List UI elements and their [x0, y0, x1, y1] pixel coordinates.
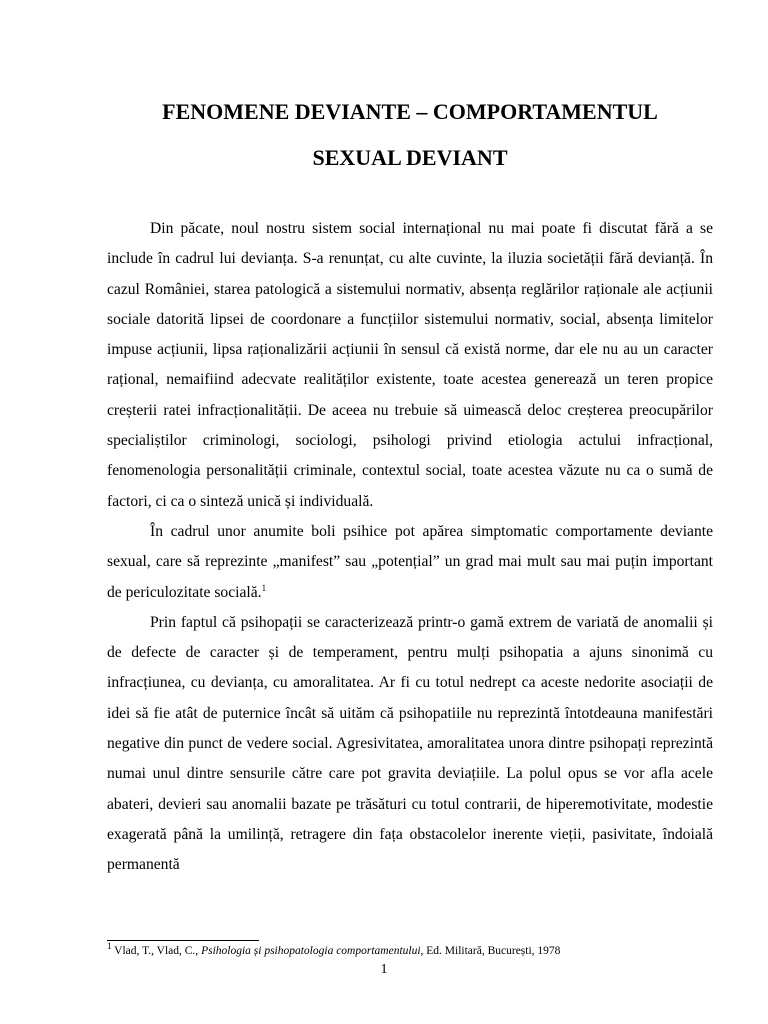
footnote-reference[interactable]: 1 [261, 582, 267, 593]
page-number: 1 [380, 962, 388, 977]
paragraph-3 [107, 608, 713, 881]
paragraph-1 [107, 214, 713, 517]
footnote-book-title: Psihologia și psihopatologia comportamentului [201, 945, 421, 957]
footnote [107, 941, 713, 958]
title-line-2: SEXUAL DEVIANT [312, 144, 508, 170]
paragraph-2 [107, 517, 713, 608]
footnote-mark: 1 [107, 941, 112, 952]
paragraph-3-text: Prin faptul că psihopații se caracterizează printr-o gamă extrem de variată de anomalii și de defecte de caracter și de temperament, pentru mulți psihopatia a ajuns sinonimă cu infracțiunea, cu devianța, cu amoralitatea. Ar fi cu totul nedrept ca aceste nedorite asociații de idei să fie atât de puternice încât să uităm că psihopatiile nu reprezintă întotdeauna manifestări negative din punct de vedere social. Agresivitatea, amoralitatea unora dintre psihopați reprezintă numai unul dintre sensurile către care pot gravita deviațiile. La polul opus se vor afla acele abateri, devieri sau anomalii bazate pe trăsături cu totul contrarii, de hiperemotivitate, modestie exagerată până la umilință, retragere din fața obstacolelor inerente vieții, pasivitate, îndoială permanentă [107, 613, 713, 874]
document-title [100, 89, 720, 181]
paragraph-2-text: În cadrul unor anumite boli psihice pot apărea simptomatic comportamente deviante sexual, care să reprezinte „manifest” sau „potențial” un grad mai mult sau mai puțin important de periculozitate socială. [107, 522, 713, 601]
paragraph-1-text: Din păcate, noul nostru sistem social internațional nu mai poate fi discutat fără a se include în cadrul lui devianța. S-a renunțat, cu alte cuvinte, la iluzia societății fără devianță. În cazul României, starea patologică a sistemului normativ, absența reglărilor raționale ale acțiunii sociale datorită lipsei de coordonare a funcțiilor sistemului normativ, social, absența limitelor impuse acțiunii, lipsa raționalizării acțiunii în sensul că există norme, dar ele nu au un caracter rațional, nemaifiind adecvate realităților existente, toate acestea generează un teren propice creșterii ratei infracționalității. De aceea nu trebuie să uimească deloc creșterea preocupărilor specialiștilor criminologi, sociologi, psihologi privind etiologia actului infracțional, fenomenologia personalității criminale, contextul social, toate acestea văzute nu ca o sumă de factori, ci ca o sinteză unică și individuală. [107, 220, 713, 510]
footnote-authors: Vlad, T., Vlad, C., [114, 945, 202, 957]
body-text [107, 214, 713, 881]
footnote-publisher: , Ed. Militară, București, 1978 [420, 945, 561, 957]
title-line-1: FENOMENE DEVIANTE – COMPORTAMENTUL [162, 98, 658, 124]
footnote-separator [107, 940, 259, 941]
